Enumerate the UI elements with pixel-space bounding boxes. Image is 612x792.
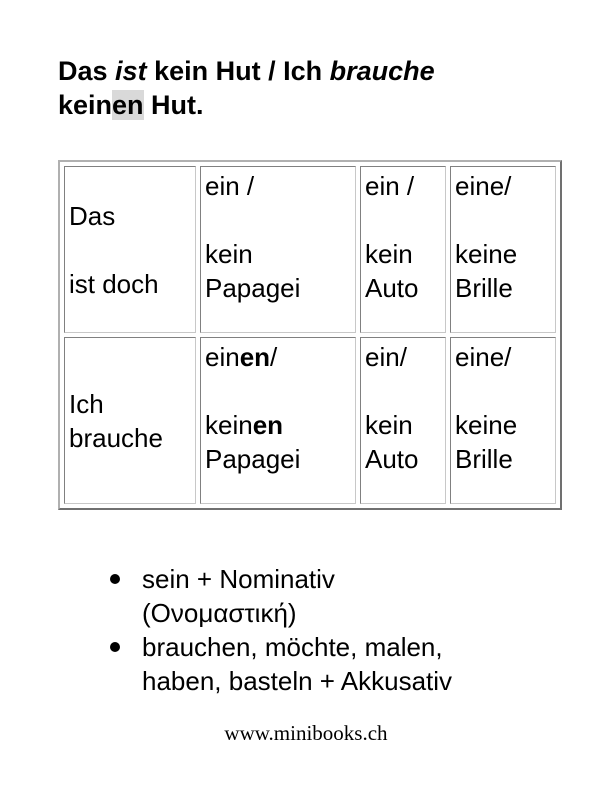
footer-url: www.minibooks.ch [224, 721, 388, 745]
page-title [58, 54, 578, 122]
row-head-das-ist-doch: Das ist doch [64, 166, 196, 333]
row-head-ich-brauche: Ich brauche [64, 337, 196, 504]
list-item: brauchen, möchte, malen, haben, basteln + Akkusativ [108, 630, 528, 698]
title-text-4: Hut. [143, 90, 204, 120]
cell-masc-akkusativ: einen/ keinen Papagei [200, 337, 356, 504]
title-italic-brauche: brauche [329, 56, 435, 86]
cell-neut-nominativ: ein / kein Auto [360, 166, 446, 333]
ending-en: en [252, 410, 284, 440]
table-row-akkusativ [64, 337, 556, 504]
bullet-icon [110, 642, 120, 652]
title-italic-ist: ist [115, 56, 147, 86]
bullet-list [108, 562, 528, 698]
bullet-icon [110, 574, 120, 584]
cell-fem-nominativ: eine/ keine Brille [450, 166, 556, 333]
table-row-nominativ [64, 166, 556, 333]
list-item: sein + Nominativ (Ονομαστική) [108, 562, 528, 630]
title-text-3: kein [58, 90, 113, 120]
grammar-table [58, 160, 562, 510]
title-highlight-ending: en [112, 90, 144, 120]
cell-neut-akkusativ: ein/ kein Auto [360, 337, 446, 504]
cell-masc-nominativ: ein / kein Papagei [200, 166, 356, 333]
title-text-1: Das [58, 56, 116, 86]
title-text-2: kein Hut / Ich [146, 56, 330, 86]
cell-fem-akkusativ: eine/ keine Brille [450, 337, 556, 504]
ending-en: en [239, 342, 271, 372]
